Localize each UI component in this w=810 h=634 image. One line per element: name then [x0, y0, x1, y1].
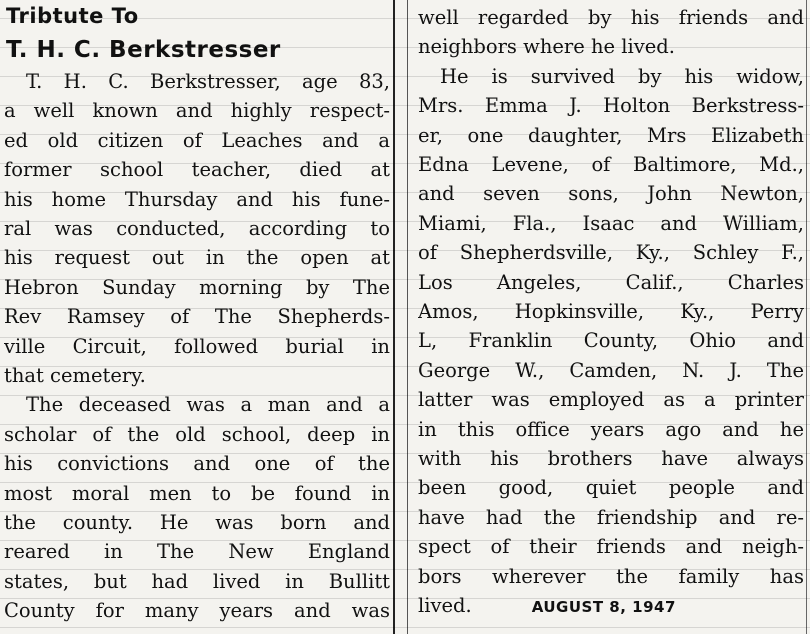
right-text-line: been good, quiet people and — [418, 476, 804, 500]
right-text-line: Edna Levene, of Baltimore, Md., — [418, 153, 804, 176]
left-text-line: most moral men to be found in — [4, 481, 390, 505]
left-text-line: his request out in the open at — [4, 246, 390, 270]
right-text-line: of Shepherdsville, Ky., Schley F., — [418, 241, 804, 265]
scan-texture-line — [0, 163, 810, 164]
scan-texture-line — [0, 250, 810, 251]
scan-texture-line — [0, 308, 810, 309]
scan-texture-line — [0, 18, 810, 19]
right-column — [418, 0, 804, 634]
right-text-line: lived. AUGUST 8, 1947 — [418, 594, 676, 617]
right-text-line: spect of their friends and neigh- — [418, 535, 804, 559]
left-text-line: County for many years and was — [4, 599, 390, 623]
right-text-line: Amos, Hopkinsville, Ky., Perry — [418, 300, 804, 323]
scan-texture-line — [0, 47, 810, 48]
scan-texture-line — [0, 424, 810, 425]
scan-texture-line — [0, 511, 810, 512]
right-text-line: er, one daughter, Mrs Elizabeth — [418, 123, 804, 147]
right-text-line: He is survived by his widow, — [440, 64, 804, 88]
left-text-line: Rev Ramsey of The Shepherds- — [4, 305, 390, 329]
left-text-line: his convictions and one of the — [4, 452, 390, 476]
left-text-line: Hebron Sunday morning by The — [4, 275, 390, 299]
right-text-line: with his brothers have always — [418, 447, 804, 470]
left-text-line: states, but had lived in Bullitt — [4, 569, 390, 593]
scan-texture-line — [0, 221, 810, 222]
right-text-line: neighbors where he lived. — [418, 35, 675, 59]
right-text-line: have had the friendship and re- — [418, 505, 804, 529]
left-text-line: the county. He was born and — [4, 511, 390, 534]
right-text-line: Los Angeles, Calif., Charles — [418, 270, 804, 294]
left-text-line: ral was conducted, according to — [4, 217, 390, 240]
right-text-line: bors wherever the family has — [418, 564, 804, 588]
left-text-line: a well known and highly respect- — [4, 99, 390, 123]
scan-texture-line — [0, 337, 810, 338]
left-text-line: T. H. C. Berkstresser, age 83, — [26, 70, 390, 93]
right-text-line: L, Franklin County, Ohio and — [418, 329, 804, 353]
right-text-line: well regarded by his friends and — [418, 6, 804, 29]
column-rule-right — [806, 0, 807, 634]
scan-texture-line — [0, 192, 810, 193]
left-text-line: scholar of the old school, deep in — [4, 422, 390, 446]
left-text-line: reared in The New England — [4, 540, 390, 564]
column-rule-inner — [407, 0, 408, 634]
right-text-line: latter was employed as a printer — [418, 388, 804, 412]
right-text-line: George W., Camden, N. J. The — [418, 358, 804, 382]
left-text-line: ville Circuit, followed burial in — [4, 334, 390, 358]
headline-line-2: T. H. C. Berkstresser — [6, 37, 281, 63]
right-text-line: Miami, Fla., Isaac and William, — [418, 211, 804, 235]
scan-texture-line — [0, 395, 810, 396]
scan-texture-line — [0, 453, 810, 454]
scan-texture-line — [0, 279, 810, 280]
scan-texture-line — [0, 134, 810, 135]
scan-texture-line — [0, 627, 810, 628]
left-text-line: The deceased was a man and a — [26, 393, 390, 417]
left-text-line: his home Thursday and his fune- — [4, 187, 390, 211]
right-text-line: Mrs. Emma J. Holton Berkstress- — [418, 94, 804, 118]
right-text-line: in this office years ago and he — [418, 417, 804, 441]
left-column — [4, 0, 390, 634]
scan-texture-line — [0, 366, 810, 367]
column-rule-left — [393, 0, 395, 634]
scan-texture-line — [0, 482, 810, 483]
left-text-line: that cemetery. — [4, 364, 146, 387]
dateline: AUGUST 8, 1947 — [531, 598, 676, 616]
right-text-line: and seven sons, John Newton, — [418, 182, 804, 206]
headline-line-1: Tribtute To — [6, 4, 139, 28]
scan-texture-line — [0, 569, 810, 570]
left-text-line: former school teacher, died at — [4, 158, 390, 182]
left-text-line: ed old citizen of Leaches and a — [4, 128, 390, 152]
scan-texture-line — [0, 540, 810, 541]
scan-texture-line — [0, 598, 810, 599]
scan-texture-line — [0, 105, 810, 106]
scan-texture-line — [0, 76, 810, 77]
